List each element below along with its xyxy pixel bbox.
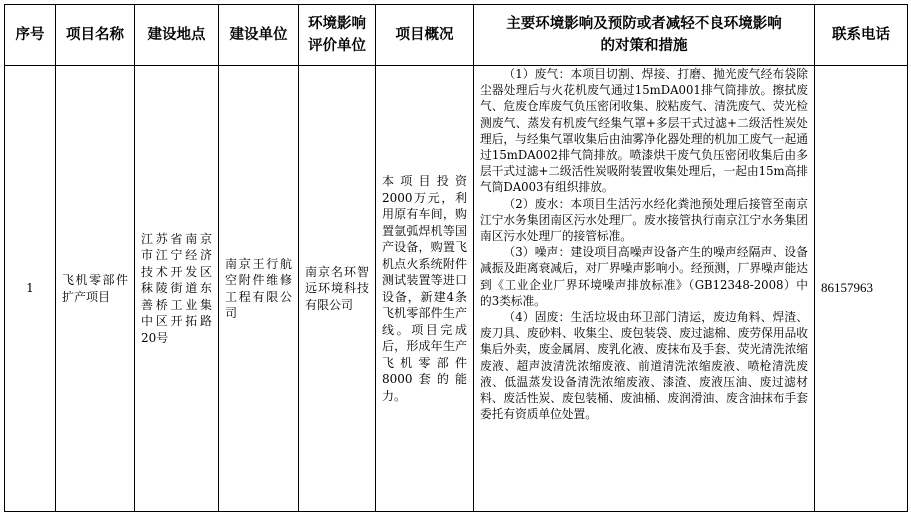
cell-no: 1 [5,66,56,512]
measure-air: （1）废气：本项目切割、焊接、打磨、抛光废气经布袋除尘器处理后与火花机废气通过15mDA001排气筒排放。擦拭废气、危废仓库废气负压密闭收集、胶粘废气、清洗废气、荧光检测废气、蒸发有机废气经集气罩+多层干式过滤+二级活性炭处理后，与经集气罩收集后由油雾净化器处理的机加工废气一起通过15mDA002排气筒排放。喷漆烘干废气负压密闭收集后由多层干式过滤+二级活性炭吸附装置收集处理后，一起由15m高排气筒DA003有组织排放。 [480,67,808,195]
header-builder: 建设单位 [219,5,299,66]
cell-location: 江苏省南京市江宁经济技术开发区秣陵街道东善桥工业集中区开拓路20号 [135,66,219,512]
cell-eia-unit: 南京名环智远环境科技有限公司 [299,66,376,512]
header-phone: 联系电话 [815,5,908,66]
project-info-table [4,4,908,512]
cell-overview: 本项目投资2000万元，利用原有车间，购置氩弧焊机等国产设备，购置飞机点火系统附件测试装置等进口设备，新建4条飞机零部件生产线。项目完成后，形成年生产飞机零部件8000套的能力。 [376,66,474,512]
measure-noise: （3）噪声：建设项目高噪声设备产生的噪声经隔声、设备减振及距离衰减后，对厂界噪声影响小。经预测，厂界噪声能达到《工业企业厂界环境噪声排放标准》（GB12348-2008）中的3类标准。 [480,245,808,308]
header-project-name: 项目名称 [56,5,135,66]
header-eia-unit: 环境影响评价单位 [299,5,376,66]
table-row [5,66,908,512]
header-row [5,5,908,66]
header-location: 建设地点 [135,5,219,66]
measure-water: （2）废水：本项目生活污水经化粪池预处理后接管至南京江宁水务集团南区污水处理厂。废水接管执行南京江宁水务集团南区污水处理厂的接管标准。 [480,196,808,244]
cell-measures [474,66,815,512]
header-measures: 主要环境影响及预防或者减轻不良环境影响的对策和措施 [474,5,815,66]
cell-phone: 86157963 [815,66,908,512]
measure-solid-waste: （4）固废：生活垃圾由环卫部门清运，废边角料、焊渣、废刀具、废砂料、收集尘、废包装袋、废过滤棉、废劳保用品收集后外卖，废金属屑、废乳化液、废抹布及手套、荧光清洗浓缩废液、超声波清洗浓缩废液、前道清洗浓缩废液、喷枪清洗废液、低温蒸发设备清洗浓缩废液、漆渣、废液压油、废过滤材料、废活性炭、废包装桶、废油桶、废润滑油、废含油抹布手套委托有资质单位处置。 [480,310,808,422]
header-no: 序号 [5,5,56,66]
cell-project-name: 飞机零部件扩产项目 [56,66,135,512]
cell-builder: 南京王行航空附件维修工程有限公司 [219,66,299,512]
header-overview: 项目概况 [376,5,474,66]
